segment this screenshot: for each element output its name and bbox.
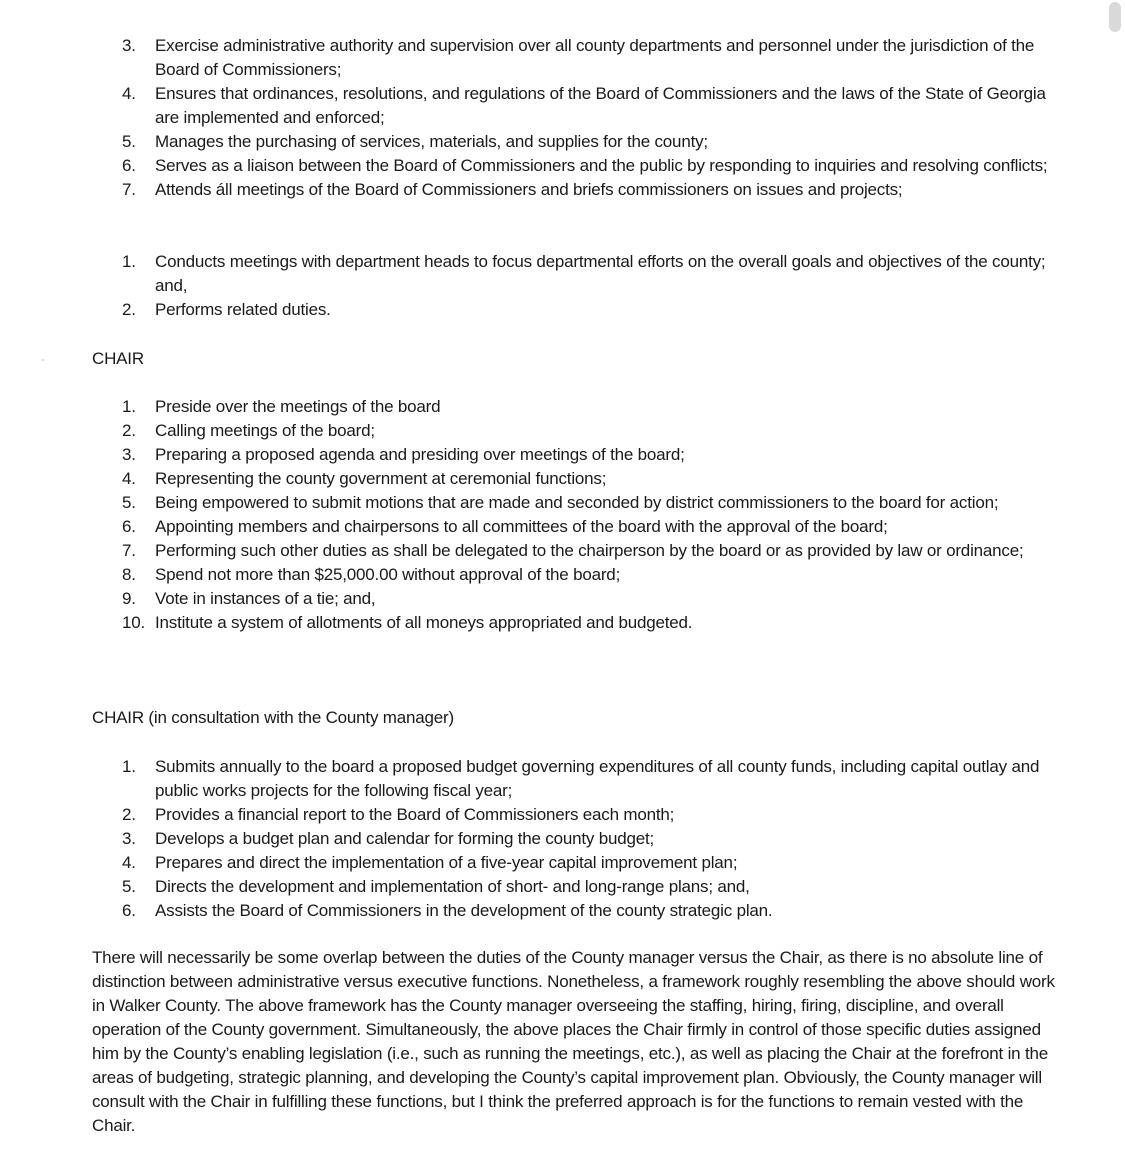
list-item xyxy=(122,298,1057,322)
list-item xyxy=(122,803,1057,827)
item-number: 6. xyxy=(122,156,136,175)
item-number: 6. xyxy=(122,901,136,920)
list-item xyxy=(122,563,1057,587)
item-text: Performing such other duties as shall be delegated to the chairperson by the board or as provided by law or ordinance; xyxy=(155,541,1024,560)
item-text: Submits annually to the board a proposed budget governing expenditures of all county funds, including capital outlay and public works projects for the following fiscal year; xyxy=(155,757,1040,800)
item-text: Preside over the meetings of the board xyxy=(155,397,441,416)
item-number: 4. xyxy=(122,469,136,488)
item-text: Calling meetings of the board; xyxy=(155,421,375,440)
list-item xyxy=(122,755,1057,803)
item-text: Institute a system of allotments of all moneys appropriated and budgeted. xyxy=(155,613,693,632)
item-number: 7. xyxy=(122,541,136,560)
item-number: 1. xyxy=(122,757,136,776)
speck-mark xyxy=(42,359,44,361)
closing-paragraph: There will necessarily be some overlap between the duties of the County manager versus the Chair, as there is no absolute line of distinction between administrative versus executive functions. Nonetheless, a framework roughly resembling the above should work in Walker County. The above framework has the County manager overseeing the staffing, hiring, firing, discipline, and overall operation of the County government. Simultaneously, the above places the Chair firmly in control of those specific duties assigned him by the County’s enabling legislation (i.e., such as running the meetings, etc.), as well as placing the Chair at the forefront in the areas of budgeting, strategic planning, and developing the County’s capital improvement plan. Obviously, the County manager will consult with the Chair in fulfilling these functions, but I think the preferred approach is for the functions to remain vested with the Chair. xyxy=(92,948,1055,1135)
item-number: 4. xyxy=(122,84,136,103)
item-text: Prepares and direct the implementation of a five-year capital improvement plan; xyxy=(155,853,738,872)
list-item xyxy=(122,851,1057,875)
item-text: Being empowered to submit motions that are made and seconded by district commissioners to the board for action; xyxy=(155,493,999,512)
list-item xyxy=(122,587,1057,611)
item-text: Vote in instances of a tie; and, xyxy=(155,589,376,608)
item-number: 3. xyxy=(122,829,136,848)
list-item xyxy=(122,395,1057,419)
item-text: Ensures that ordinances, resolutions, and regulations of the Board of Commissioners and the laws of the State of Georgia are implemented and enforced; xyxy=(155,84,1046,127)
item-number: 2. xyxy=(122,300,136,319)
list-item xyxy=(122,34,1057,82)
list-item xyxy=(122,419,1057,443)
list-item xyxy=(122,250,1057,298)
item-number: 5. xyxy=(122,493,136,512)
item-number: 3. xyxy=(122,36,136,55)
chair-consultation-duties-list xyxy=(122,755,1057,923)
list-item xyxy=(122,443,1057,467)
county-manager-duties-list xyxy=(122,34,1057,202)
item-text: Develops a budget plan and calendar for forming the county budget; xyxy=(155,829,655,848)
item-number: 9. xyxy=(122,589,136,608)
chair-consultation-heading: CHAIR (in consultation with the County manager) xyxy=(92,708,454,727)
list-item xyxy=(122,467,1057,491)
list-item xyxy=(122,130,1057,154)
list-item xyxy=(122,611,1057,635)
list-item xyxy=(122,539,1057,563)
item-text: Spend not more than $25,000.00 without approval of the board; xyxy=(155,565,621,584)
item-number: 4. xyxy=(122,853,136,872)
item-number: 5. xyxy=(122,877,136,896)
item-number: 2. xyxy=(122,805,136,824)
vertical-scrollbar[interactable] xyxy=(1109,0,1121,1172)
list-item xyxy=(122,491,1057,515)
item-text: Preparing a proposed agenda and presiding over meetings of the board; xyxy=(155,445,685,464)
item-number: 1. xyxy=(122,252,136,271)
item-number: 2. xyxy=(122,421,136,440)
list-item xyxy=(122,875,1057,899)
scrollbar-thumb[interactable] xyxy=(1109,2,1121,32)
item-text: Attends áll meetings of the Board of Commissioners and briefs commissioners on issues and projects; xyxy=(155,180,903,199)
list-item xyxy=(122,515,1057,539)
item-text: Directs the development and implementation of short- and long-range plans; and, xyxy=(155,877,750,896)
additional-duties-list xyxy=(122,250,1057,322)
item-number: 8. xyxy=(122,565,136,584)
item-number: 3. xyxy=(122,445,136,464)
item-text: Assists the Board of Commissioners in the development of the county strategic plan. xyxy=(155,901,773,920)
item-number: 6. xyxy=(122,517,136,536)
chair-heading: CHAIR xyxy=(92,349,144,368)
item-text: Serves as a liaison between the Board of Commissioners and the public by responding to inquiries and resolving conflicts; xyxy=(155,156,1048,175)
list-item xyxy=(122,178,1057,202)
list-item xyxy=(122,827,1057,851)
item-text: Manages the purchasing of services, materials, and supplies for the county; xyxy=(155,132,708,151)
item-number: 10. xyxy=(122,613,146,632)
item-text: Conducts meetings with department heads to focus departmental efforts on the overall goals and objectives of the county; and, xyxy=(155,252,1046,295)
list-item xyxy=(122,899,1057,923)
chair-duties-list xyxy=(122,395,1057,635)
item-text: Exercise administrative authority and supervision over all county departments and personnel under the jurisdiction of the Board of Commissioners; xyxy=(155,36,1035,79)
item-text: Representing the county government at ceremonial functions; xyxy=(155,469,607,488)
item-text: Appointing members and chairpersons to all committees of the board with the approval of the board; xyxy=(155,517,888,536)
item-number: 5. xyxy=(122,132,136,151)
item-text: Provides a financial report to the Board of Commissioners each month; xyxy=(155,805,675,824)
list-item xyxy=(122,82,1057,130)
item-number: 1. xyxy=(122,397,136,416)
item-text: Performs related duties. xyxy=(155,300,331,319)
list-item xyxy=(122,154,1057,178)
item-number: 7. xyxy=(122,180,136,199)
